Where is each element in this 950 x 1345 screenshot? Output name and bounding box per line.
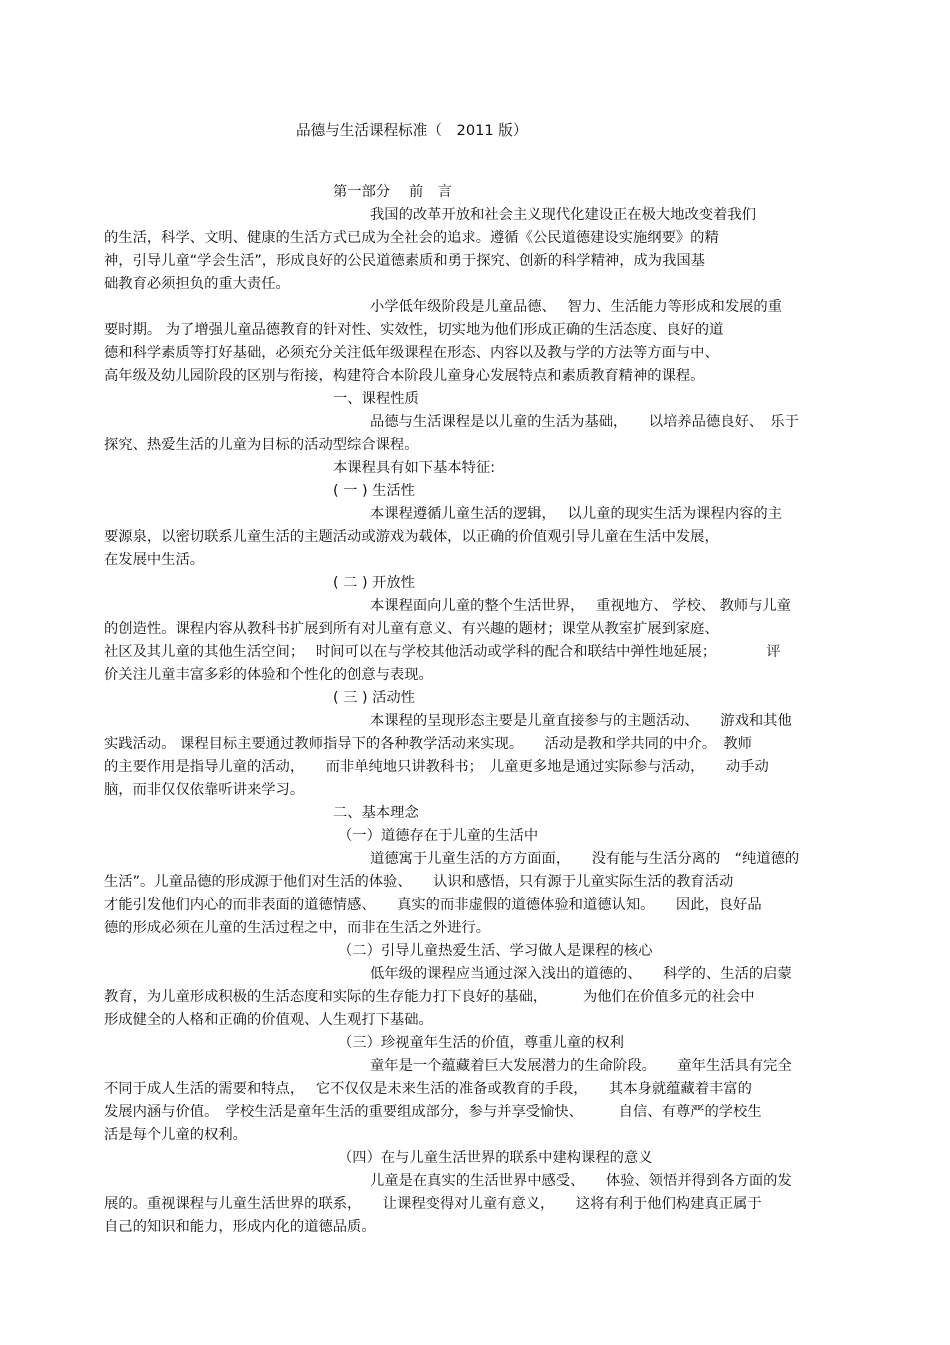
subsection-heading: ( 三 ) 活动性 [333,690,415,706]
text-line: 我国的改革开放和社会主义现代化建设正在极大地改变着我们 [370,207,757,223]
text-line: 发展内涵与价值。 学校生活是童年生活的重要组成部分，参与并享受愉快、 自信、有尊严的学校生 [104,1104,762,1120]
text-line: 教育，为儿童形成积极的生活态度和实际的生存能力打下良好的基础， 为他们在价值多元的社会中 [104,989,755,1005]
text-line: 自己的知识和能力，形成内化的道德品质。 [104,1219,376,1235]
text-line: 的生活，科学、文明、健康的生活方式已成为全社会的追求。遵循《公民道德建设实施纲要》的精 [104,230,719,246]
text-line: 的主要作用是指导儿童的活动， 而非单纯地只讲教科书； 儿童更多地是通过实际参与活动， 动手动 [104,759,769,775]
document-title: 品德与生活课程标准（ 2011 版） [296,122,528,139]
text-line: 探究、热爱生活的儿童为目标的活动型综合课程。 [104,437,419,453]
text-line: 形成健全的人格和正确的价值观、人生观打下基础。 [104,1012,433,1028]
text-line: 价关注儿童丰富多彩的体验和个性化的创意与表现。 [104,667,433,683]
text-line: 儿童是在真实的生活世界中感受、 体验、领悟并得到各方面的发 [370,1173,792,1189]
subsection-heading: （四）在与儿童生活世界的联系中建构课程的意义 [338,1150,653,1166]
text-line: 神，引导儿童“学会生活”，形成良好的公民道德素质和勇于探究、创新的科学精神，成为我国基 [104,253,705,269]
text-line: 低年级的课程应当通过深入浅出的道德的、 科学的、生活的启蒙 [370,966,792,982]
text-line: 不同于成人生活的需要和特点， 它不仅仅是未来生活的准备或教育的手段， 其本身就蕴藏着丰富的 [104,1081,752,1097]
subsection-heading: （三）珍视童年生活的价值，尊重儿童的权利 [338,1035,624,1051]
section-heading: 一、课程性质 [333,391,419,407]
subsection-heading: ( 一 ) 生活性 [333,483,415,499]
text-line: 才能引发他们内心的而非表面的道德情感、 真实的而非虚假的道德体验和道德认知。 因此，良好品 [104,897,762,913]
text-line: 本课程的呈现形态主要是儿童直接参与的主题活动、 游戏和其他 [370,713,792,729]
text-line: 础教育必须担负的重大责任。 [104,276,290,292]
text-line: 童年是一个蕴藏着巨大发展潜力的生命阶段。 童年生活具有完全 [370,1058,792,1074]
text-line: 本课程具有如下基本特征: [333,460,496,476]
text-line: 德和科学素质等打好基础，必须充分关注低年级课程在形态、内容以及教与学的方法等方面与中、 [104,345,719,361]
text-line: 品德与生活课程是以儿童的生活为基础， 以培养品德良好、 乐于 [370,414,799,430]
text-line: 实践活动。 课程目标主要通过教师指导下的各种教学活动来实现。 活动是教和学共同的中介。 教师 [104,736,752,752]
text-line: 的创造性。课程内容从教科书扩展到所有对儿童有意义、有兴趣的题材；课堂从教室扩展到家庭、 [104,621,719,637]
text-line: 活是每个儿童的权利。 [104,1127,247,1143]
text-line: 脑，而非仅仅依靠听讲来学习。 [104,782,305,798]
text-line: 道德寓于儿童生活的方方面面， 没有能与生活分离的 “纯道德的 [370,851,800,867]
text-line: 生活”。儿童品德的形成源于他们对生活的体验、 认识和感悟，只有源于儿童实际生活的教育活动 [104,874,734,890]
text-line: 要时期。 为了增强儿童品德教育的针对性、实效性，切实地为他们形成正确的生活态度、良好的道 [104,322,724,338]
text-line: 在发展中生活。 [104,552,205,568]
text-line: 展的。重视课程与儿童生活世界的联系， 让课程变得对儿童有意义， 这将有利于他们构建真正属于 [104,1196,762,1212]
text-line: 要源泉，以密切联系儿童生活的主题活动或游戏为载体，以正确的价值观引导儿童在生活中发展， [104,529,719,545]
text-line: 小学低年级阶段是儿童品德、 智力、生活能力等形成和发展的重 [370,299,783,315]
section-heading: 二、基本理念 [333,805,419,821]
text-line: 本课程遵循儿童生活的逻辑， 以儿童的现实生活为课程内容的主 [370,506,783,522]
subsection-heading: （一）道德存在于儿童的生活中 [338,828,539,844]
subsection-heading: ( 二 ) 开放性 [333,575,415,591]
text-line: 德的形成必须在儿童的生活过程之中，而非在生活之外进行。 [104,920,491,936]
text-line: 本课程面向儿童的整个生活世界， 重视地方、 学校、 教师与儿童 [370,598,792,614]
part-heading: 第一部分 前 言 [333,184,452,200]
text-line: 高年级及幼儿园阶段的区别与衔接，构建符合本阶段儿童身心发展特点和素质教育精神的课程。 [104,368,705,384]
subsection-heading: （二）引导儿童热爱生活、学习做人是课程的核心 [338,943,653,959]
text-line: 社区及其儿童的其他生活空间； 时间可以在与学校其他活动或学科的配合和联结中弹性地延展； 评 [104,644,781,660]
